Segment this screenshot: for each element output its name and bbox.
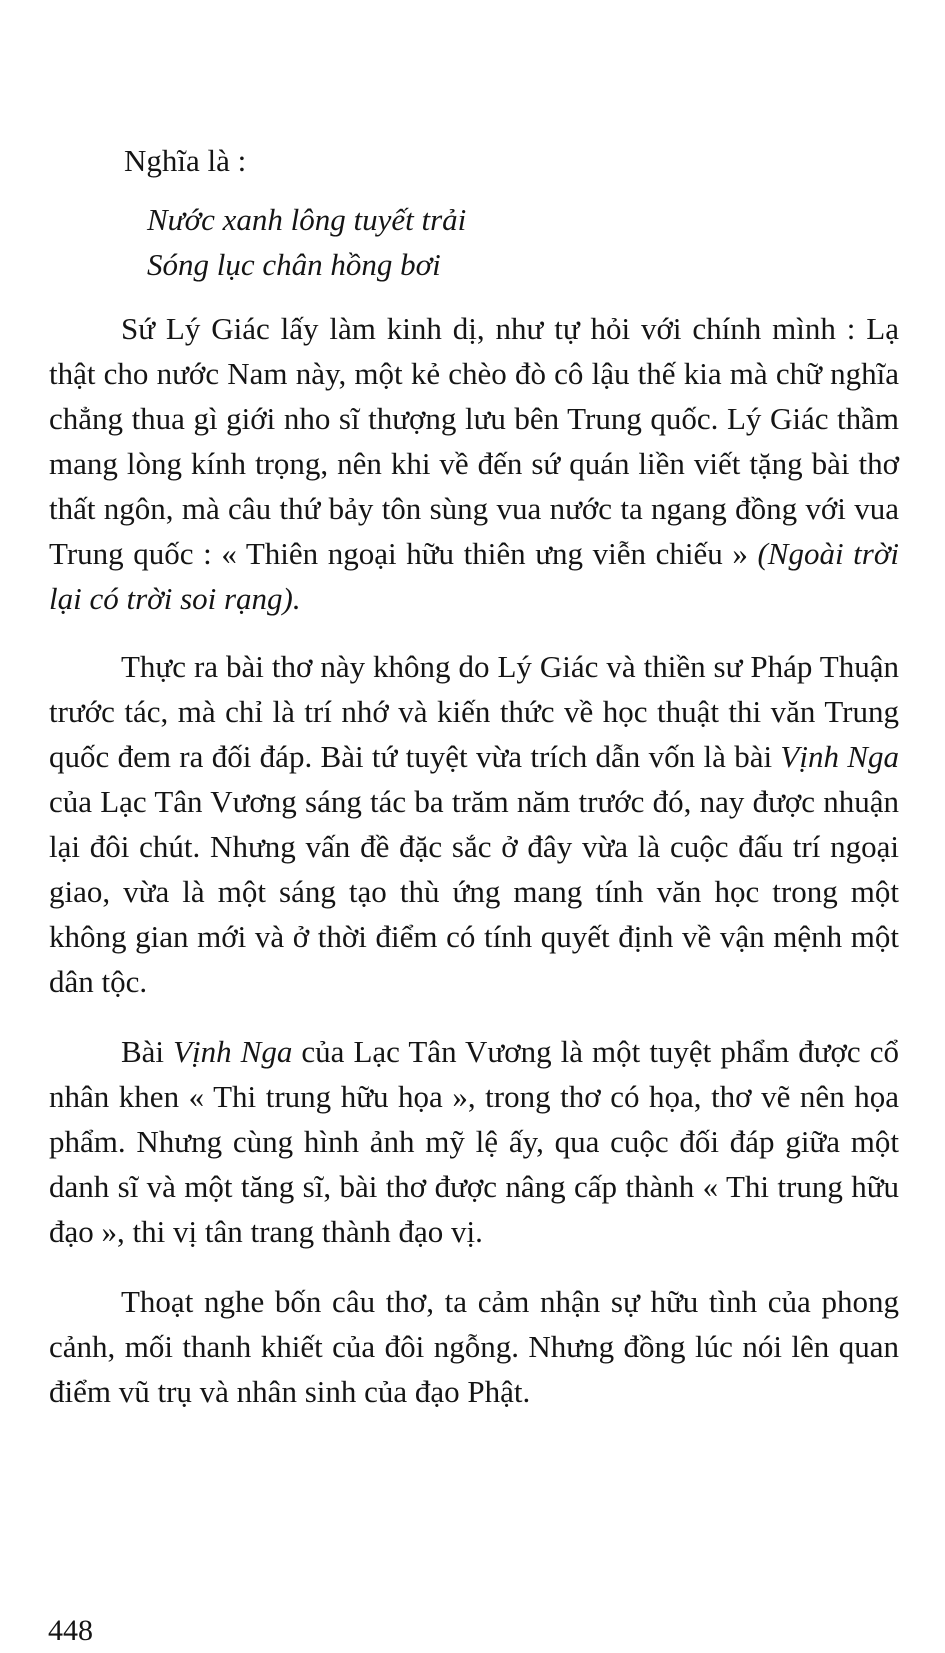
paragraph-3-text-a: Bài [121,1034,174,1069]
page-body [49,138,899,1414]
paragraph-1-italic-translation: (Ngoài trời lại có trời soi rạng). [49,536,899,616]
paragraph-4-text: Thoạt nghe bốn câu thơ, ta cảm nhận sự hữu tình của phong cảnh, mối thanh khiết của đôi ngỗng. Nhưng đồng lúc nói lên quan điểm vũ trụ và nhân sinh của đạo Phật. [49,1284,899,1409]
intro-line: Nghĩa là : [124,143,247,178]
paragraph-3-text-b: của Lạc Tân Vương là một tuyệt phẩm được cổ nhân khen « Thi trung hữu họa », trong thơ có họa, thơ vẽ nên họa phẩm. Nhưng cùng hình ảnh mỹ lệ ấy, qua cuộc đối đáp giữa một danh sĩ và một tăng sĩ, bài thơ được nâng cấp thành « Thi trung hữu đạo », thi vị tân trang thành đạo vị. [49,1034,899,1249]
paragraph-2-text-b: của Lạc Tân Vương sáng tác ba trăm năm trước đó, nay được nhuận lại đôi chút. Nhưng vấn đề đặc sắc ở đây vừa là cuộc đấu trí ngoại giao, vừa là một sáng tạo thù ứng mang tính văn học trong một không gian mới và ở thời điểm có tính quyết định về vận mệnh một dân tộc. [49,784,899,999]
paragraph-1 [49,306,899,621]
paragraph-3 [49,1029,899,1254]
paragraph-2-text-a: Thực ra bài thơ này không do Lý Giác và thiền sư Pháp Thuận trước tác, mà chỉ là trí nhớ và kiến thức về học thuật thi văn Trung quốc đem ra đối đáp. Bài tứ tuyệt vừa trích dẫn vốn là bài [49,649,899,774]
poem-line-1: Nước xanh lông tuyết trải [147,202,467,237]
paragraph-2-poem-title: Vịnh Nga [780,739,899,774]
poem-quote [49,197,899,287]
paragraph-1-text: Sứ Lý Giác lấy làm kinh dị, như tự hỏi với chính mình : Lạ thật cho nước Nam này, một kẻ chèo đò cô lậu thế kia mà chữ nghĩa chẳng thua gì giới nho sĩ thượng lưu bên Trung quốc. Lý Giác thầm mang lòng kính trọng, nên khi về đến sứ quán liền viết tặng bài thơ thất ngôn, mà câu thứ bảy tôn sùng vua nước ta ngang đồng với vua Trung quốc : « Thiên ngoại hữu thiên ưng viễn chiếu » [49,311,899,571]
paragraph-3-poem-title: Vịnh Nga [173,1034,293,1069]
paragraph-4 [49,1279,899,1414]
paragraph-2 [49,644,899,1004]
page-number: 448 [48,1614,93,1647]
poem-line-2: Sóng lục chân hồng bơi [147,247,441,282]
